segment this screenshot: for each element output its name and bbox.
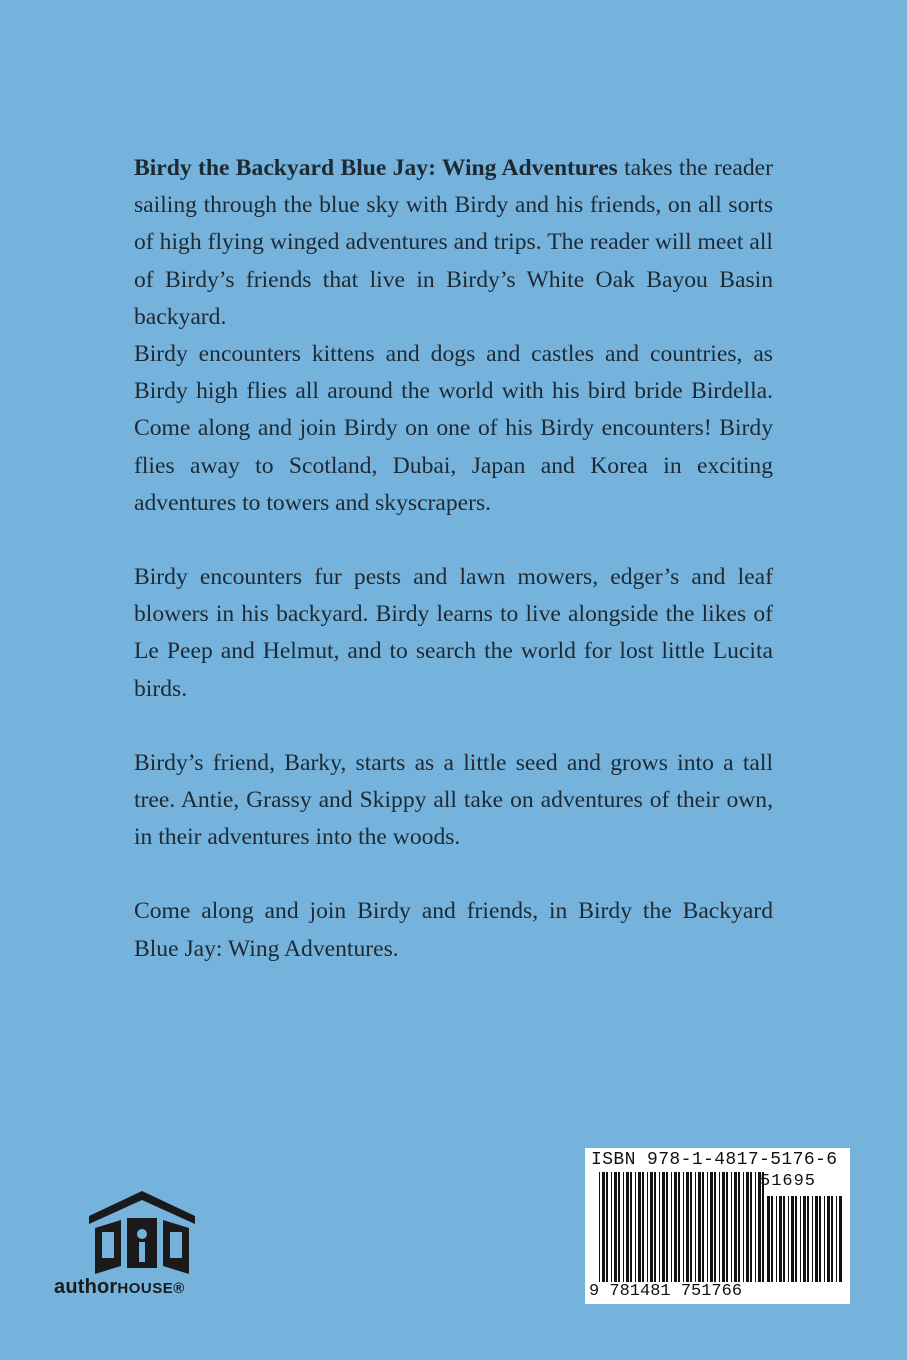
blurb-paragraph-2: Birdy encounters kittens and dogs and castles and countries, as Birdy high flies all around the world with his bird bride Birdella. Come along and join Birdy on one of his Birdy encounters! Birdy flies away to Scotland, Dubai, Japan and Korea in exciting adventures to towers and skyscrapers. [134,341,773,516]
price-code: 51695 [760,1172,817,1191]
publisher-name: authorHOUSE® [54,1276,185,1298]
isbn-barcode [585,1148,850,1304]
isbn-label: ISBN 978-1-4817-5176-6 [591,1150,838,1170]
back-cover-blurb [134,150,773,968]
blurb-paragraph-4: Birdy’s friend, Barky, starts as a little seed and grows into a tall tree. Antie, Grassy and Skippy all take on adventures of their own, in their adventures into the woods. [134,749,773,851]
blurb-paragraph-3: Birdy encounters fur pests and lawn mowers, edger’s and leaf blowers in his backyard. Birdy learns to live alongside the likes of Le Peep and Helmut, and to search the world for lost little Lucita birds. [134,564,773,702]
book-title: Birdy the Backyard Blue Jay: Wing Adventures [134,155,618,181]
blurb-paragraph-1 [134,150,773,336]
blurb-paragraph-1-text: takes the reader sailing through the blue sky with Birdy and his friends, on all sorts of high flying winged adventures and trips. The reader will meet all of Birdy’s friends that live in Birdy’s White Oak Bayou Basin backyard. [134,155,773,330]
publisher-logo [54,1188,244,1308]
barcode-number: 9 781481 751766 [589,1282,743,1301]
house-book-logo-icon [87,1188,197,1274]
blurb-paragraph-5: Come along and join Birdy and friends, in Birdy the Backyard Blue Jay: Wing Adventures. [134,898,773,962]
